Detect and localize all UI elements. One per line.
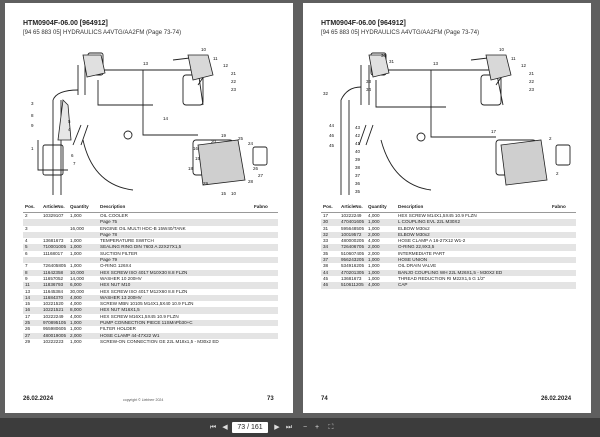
cell-quantity: 10,000 <box>70 269 85 275</box>
svg-text:22: 22 <box>529 79 535 84</box>
cell-article: 13681673 <box>43 238 64 244</box>
svg-text:13: 13 <box>433 61 439 66</box>
cell-quantity: 1,000 <box>70 213 82 218</box>
svg-text:4: 4 <box>68 127 71 132</box>
cell-description: HEX SCREW ISO 4017 M12X60 8.8 FLZN <box>100 288 188 294</box>
svg-text:22: 22 <box>231 79 237 84</box>
svg-text:36: 36 <box>355 181 361 186</box>
cell-description: HEX NUT M16X1,5 <box>100 307 140 313</box>
table-row <box>321 282 576 288</box>
cell-description: THREAD REDUCTION RI M22X1,5 G 1/2" <box>398 275 486 281</box>
fullscreen-icon[interactable]: ⛶ <box>328 424 334 431</box>
svg-text:10: 10 <box>201 47 207 52</box>
cell-quantity: 2,000 <box>368 244 380 250</box>
cell-article: 510611205 <box>341 282 364 288</box>
svg-text:27: 27 <box>258 173 264 178</box>
cell-article: 710001005 <box>43 244 66 250</box>
col-article: ArticleNo. <box>43 204 65 209</box>
cell-article: 11642358 <box>43 269 64 275</box>
col-fabno: Fabno <box>254 204 268 209</box>
svg-text:6: 6 <box>71 153 74 158</box>
cell-quantity: 1,000 <box>70 326 82 332</box>
svg-text:42: 42 <box>355 133 361 138</box>
cell-article: 11168017 <box>43 250 63 256</box>
cell-article: 11657052 <box>43 275 64 281</box>
hydraulics-diagram <box>23 45 278 202</box>
svg-text:15: 15 <box>221 191 227 196</box>
cell-pos: 29 <box>25 338 31 344</box>
svg-text:28: 28 <box>248 179 254 184</box>
cell-description: SEALING RING DIN 7603 A 22X27X1,5 <box>100 244 182 250</box>
footer-copyright: copyright © Liebherr 2024 <box>123 398 164 402</box>
cell-article: 10019572 <box>341 231 362 237</box>
cell-article: 480000205 <box>341 238 364 244</box>
cell-pos: 9 <box>25 275 28 281</box>
cell-quantity: 4,000 <box>368 282 380 288</box>
svg-text:16: 16 <box>193 146 199 151</box>
cell-quantity: 4,000 <box>70 294 82 300</box>
cell-quantity: 1,000 <box>70 250 82 256</box>
cell-article: 13681673 <box>341 275 362 281</box>
cell-description: PUMP CONNECTION PIECE 11SMnPb30+C <box>100 320 193 326</box>
svg-text:20: 20 <box>211 139 217 144</box>
svg-text:33: 33 <box>366 79 372 84</box>
svg-text:1: 1 <box>31 146 34 151</box>
cell-description: ENGINE OIL MULTI HDC-B 15W40/TANK <box>100 225 186 231</box>
svg-text:46: 46 <box>329 133 335 138</box>
cell-quantity: 2,000 <box>70 332 82 338</box>
svg-text:5: 5 <box>68 119 71 124</box>
cell-description: HOSE CLAMP 44-47X22 W1 <box>100 332 160 338</box>
col-description: Description <box>100 204 126 209</box>
page-subtitle: [94 65 883 05] HYDRAULICS A4VTG/AA2FM (Page 73-74) <box>321 30 480 36</box>
cell-quantity: 4,000 <box>368 213 380 218</box>
cell-pos: 2 <box>25 213 28 218</box>
svg-text:11: 11 <box>511 56 516 61</box>
cell-quantity: 1,000 <box>70 263 82 269</box>
svg-text:37: 37 <box>355 173 361 178</box>
svg-text:21: 21 <box>529 71 535 76</box>
cell-description: INTERMEDIATE PART <box>398 250 445 256</box>
svg-text:39: 39 <box>355 157 361 162</box>
cell-pos: 13 <box>25 288 31 294</box>
svg-text:32: 32 <box>323 91 329 96</box>
cell-article: 10221520 <box>43 301 64 307</box>
cell-article: 970895105 <box>43 320 66 326</box>
cell-pos: 32 <box>323 231 329 237</box>
cell-pos: 17 <box>323 213 329 218</box>
svg-text:13: 13 <box>143 61 149 66</box>
svg-text:12: 12 <box>521 63 527 68</box>
cell-article: 11645384 <box>43 288 64 294</box>
svg-text:44: 44 <box>329 123 335 128</box>
hydraulics-diagram <box>321 45 576 202</box>
cell-quantity: 8,000 <box>70 307 82 313</box>
cell-pos: 38 <box>323 263 329 269</box>
cell-quantity: 1,000 <box>368 269 380 275</box>
cell-pos: 7 <box>25 263 28 269</box>
viewer-toolbar <box>0 418 600 437</box>
svg-text:19: 19 <box>221 133 227 138</box>
cell-description: CAP <box>398 282 408 288</box>
cell-description: HEX SCREW ISO 4017 M10X30 8.8 FLZN <box>100 269 188 275</box>
cell-description: Page 78 <box>100 231 118 237</box>
cell-article: 955980605 <box>43 326 66 332</box>
last-page-icon[interactable]: ⏭ <box>285 424 293 431</box>
cell-quantity: 4,000 <box>70 313 82 319</box>
cell-description: OIL DRAIN VALVE <box>398 263 437 269</box>
cell-description: BANJO COUPLING WH 22L M26X1,5 - M30X2 ED <box>398 269 503 275</box>
cell-description: SCREW-ON CONNECTION GE 22L M18x1,5 - M30x2 ED <box>100 338 219 344</box>
footer-date: 26.02.2024 <box>23 396 54 402</box>
svg-text:43: 43 <box>355 125 361 130</box>
cell-quantity: 30,000 <box>70 288 85 294</box>
cell-quantity: 1,000 <box>70 238 82 244</box>
cell-article: 510607405 <box>341 250 364 256</box>
cell-pos: 3 <box>25 225 28 231</box>
cell-pos: 16 <box>25 307 31 313</box>
cell-article: 595648505 <box>341 225 364 231</box>
cell-description: L COUPLING EVL 22L M30X2 <box>398 219 461 225</box>
cell-article: 11684370 <box>43 294 64 300</box>
parts-table-header <box>23 204 278 213</box>
cell-description: HOSE UNION <box>398 257 428 263</box>
cell-pos: 6 <box>25 250 28 256</box>
page-header: HTM0904F-06.00 [964912] <box>321 20 406 27</box>
svg-text:14: 14 <box>163 116 169 121</box>
svg-text:2: 2 <box>549 136 552 141</box>
cell-article: 956243205 <box>341 257 364 263</box>
cell-quantity: 1,000 <box>70 244 82 250</box>
col-quantity: Quantity <box>368 204 387 209</box>
page-number: 74 <box>321 396 328 402</box>
svg-text:21: 21 <box>231 71 237 76</box>
cell-quantity: 6,000 <box>70 282 82 288</box>
table-row <box>23 339 278 345</box>
col-quantity: Quantity <box>70 204 89 209</box>
svg-text:41: 41 <box>355 141 361 146</box>
svg-text:31: 31 <box>389 59 395 64</box>
svg-text:23: 23 <box>231 87 237 92</box>
col-pos: Pos. <box>25 204 35 209</box>
svg-text:29: 29 <box>203 181 209 186</box>
cell-article: 11836793 <box>43 282 64 288</box>
cell-pos: 31 <box>323 225 329 231</box>
svg-text:3: 3 <box>31 101 34 106</box>
svg-text:2: 2 <box>556 171 559 176</box>
svg-text:34: 34 <box>366 87 372 92</box>
cell-article: 726406705 <box>341 244 364 250</box>
page-input[interactable]: 73 / 161 <box>232 422 268 433</box>
cell-pos: 35 <box>323 250 329 256</box>
cell-article: 534916205 <box>341 263 364 269</box>
parts-table <box>321 213 576 289</box>
cell-description: WASHER 13 200HV <box>100 294 142 300</box>
cell-quantity: 2,000 <box>368 250 380 256</box>
left-page <box>5 3 293 413</box>
cell-description: HEX SCREW M14X1,5X45 10.9 FLZN <box>398 213 477 218</box>
cell-pos: 30 <box>323 219 329 225</box>
cell-description: Page 75 <box>100 219 118 225</box>
zoom-out-icon[interactable]: − <box>302 424 308 431</box>
cell-description: SUCTION FILTER <box>100 250 138 256</box>
parts-table <box>23 213 278 345</box>
cell-article: 10222223 <box>43 338 64 344</box>
cell-quantity: 2,000 <box>368 231 380 237</box>
footer-date: 26.02.2024 <box>541 396 572 402</box>
cell-article: 10329107 <box>43 213 64 218</box>
cell-quantity: 16,000 <box>70 225 85 231</box>
cell-pos: 11 <box>25 282 30 288</box>
svg-text:10: 10 <box>231 191 237 196</box>
svg-text:12: 12 <box>223 63 229 68</box>
cell-quantity: 1,000 <box>368 275 380 281</box>
svg-text:25: 25 <box>238 136 244 141</box>
cell-pos: 25 <box>25 320 31 326</box>
svg-text:45: 45 <box>329 143 335 148</box>
cell-pos: 37 <box>323 257 329 263</box>
cell-quantity: 1,000 <box>368 219 380 225</box>
svg-text:8: 8 <box>31 113 34 118</box>
cell-quantity: 4,000 <box>368 238 380 244</box>
cell-pos: 4 <box>25 238 28 244</box>
cell-quantity: 14,000 <box>70 275 85 281</box>
col-article: ArticleNo. <box>341 204 363 209</box>
svg-text:26: 26 <box>253 166 259 171</box>
cell-pos: 45 <box>323 275 329 281</box>
page-header: HTM0904F-06.00 [964912] <box>23 20 108 27</box>
cell-description: OIL COOLER <box>100 213 128 218</box>
next-page-icon[interactable]: ▶ <box>274 424 280 431</box>
col-fabno: Fabno <box>552 204 566 209</box>
cell-pos: 46 <box>323 282 329 288</box>
cell-description: O-RING 22,9X3,5 <box>398 244 435 250</box>
svg-text:17: 17 <box>491 129 497 134</box>
cell-description: HEX SCREW M16X1,5X45 10.9 FLZN <box>100 313 179 319</box>
cell-description: ELBOW M30x2 <box>398 231 430 237</box>
page-number: 73 <box>267 396 274 402</box>
cell-article: 470201305 <box>341 269 364 275</box>
svg-text:15: 15 <box>195 156 201 161</box>
cell-pos: 8 <box>25 269 28 275</box>
parts-table-header <box>321 204 576 213</box>
cell-quantity: 1,000 <box>70 338 82 344</box>
svg-text:11: 11 <box>213 56 218 61</box>
svg-text:9: 9 <box>31 123 34 128</box>
cell-description: TEMPERATURE SWITCH <box>100 238 154 244</box>
cell-article: 470401605 <box>341 219 364 225</box>
svg-text:40: 40 <box>355 149 361 154</box>
svg-text:23: 23 <box>529 87 535 92</box>
cell-quantity: 4,000 <box>70 301 82 307</box>
cell-quantity: 1,000 <box>368 263 380 269</box>
cell-pos: 26 <box>25 326 31 332</box>
cell-quantity: 1,000 <box>368 225 380 231</box>
cell-article: 10222249 <box>43 313 64 319</box>
cell-description: Page 79 <box>100 257 118 263</box>
cell-description: WASHER 10 200HV <box>100 275 142 281</box>
cell-description: HOSE CLAMP A 16-27X12 W1-2 <box>398 238 466 244</box>
cell-quantity: 1,000 <box>70 320 82 326</box>
first-page-icon[interactable]: ⏮ <box>209 424 217 431</box>
page-subtitle: [94 65 883 05] HYDRAULICS A4VTG/AA2FM (Page 73-74) <box>23 30 182 36</box>
cell-description: ELBOW M30x2 <box>398 225 430 231</box>
cell-pos: 15 <box>25 301 31 307</box>
cell-pos: 14 <box>25 294 31 300</box>
svg-text:7: 7 <box>73 161 76 166</box>
svg-text:38: 38 <box>355 165 361 170</box>
cell-pos: 34 <box>323 244 329 250</box>
col-pos: Pos. <box>323 204 333 209</box>
cell-description: SCREW MBN 10105 M14X1,5X40 10.9 FLZN <box>100 301 194 307</box>
cell-quantity: 1,000 <box>368 257 380 263</box>
cell-article: 10222249 <box>341 213 362 218</box>
cell-pos: 5 <box>25 244 28 250</box>
cell-description: HEX NUT M10 <box>100 282 131 288</box>
cell-pos: 27 <box>25 332 31 338</box>
svg-text:18: 18 <box>188 166 194 171</box>
cell-description: O-RING 126X4 <box>100 263 132 269</box>
right-page <box>303 3 591 413</box>
col-description: Description <box>398 204 424 209</box>
prev-page-icon[interactable]: ◀ <box>222 424 228 431</box>
svg-text:24: 24 <box>248 141 254 146</box>
zoom-in-icon[interactable]: + <box>314 424 320 431</box>
cell-article: 10221521 <box>43 307 64 313</box>
cell-pos: 33 <box>323 238 329 244</box>
cell-description: FILTER HOLDER <box>100 326 136 332</box>
svg-text:35: 35 <box>355 189 361 194</box>
cell-pos: 17 <box>25 313 31 319</box>
svg-text:30: 30 <box>381 53 387 58</box>
cell-article: 480019005 <box>43 332 66 338</box>
cell-pos: 44 <box>323 269 329 275</box>
svg-text:10: 10 <box>499 47 505 52</box>
cell-article: 726405805 <box>43 263 66 269</box>
